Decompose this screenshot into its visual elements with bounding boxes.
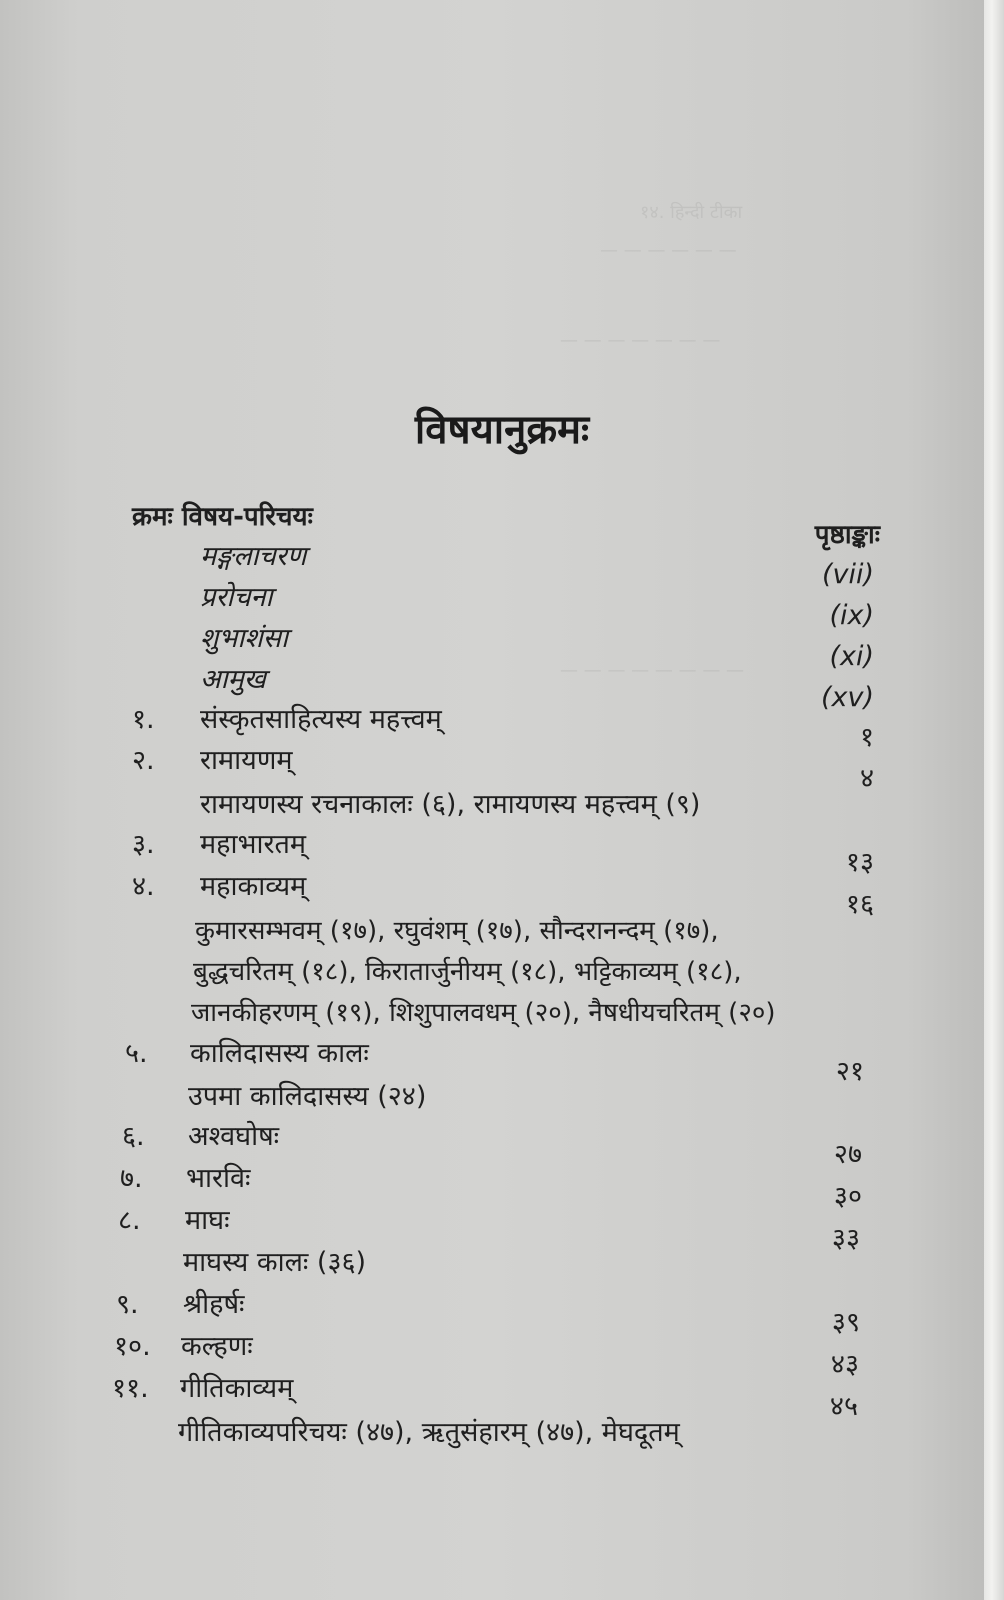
toc-entry-number: ८. — [118, 1205, 141, 1236]
toc-entry-page: १३ — [845, 847, 874, 878]
toc-entry-text: श्रीहर्षः — [183, 1289, 245, 1320]
toc-entry-text: प्ररोचना — [200, 582, 273, 613]
toc-entry-page: ४ — [859, 763, 874, 794]
toc-entry-page: ४५ — [829, 1391, 858, 1422]
toc-entry-number: ४. — [132, 871, 155, 902]
show-through-text: — — — — — — — — — [560, 660, 745, 681]
toc-sub-entry: उपमा कालिदासस्य (२४) — [188, 1081, 427, 1112]
toc-entry-page: ३० — [833, 1181, 862, 1212]
toc-entry-page: (ix) — [829, 600, 874, 631]
toc-sub-entry: बुद्धचरितम् (१८), किरातार्जुनीयम् (१८), भट्टिकाव्यम् (१८), — [193, 957, 742, 987]
toc-entry-number: ११. — [112, 1373, 149, 1404]
toc-entry-number: १. — [132, 704, 155, 735]
column-header-left: क्रमः विषय-परिचयः — [132, 502, 313, 532]
toc-entry-text: संस्कृतसाहित्यस्य महत्त्वम् — [200, 704, 442, 735]
toc-sub-entry: रामायणस्य रचनाकालः (६), रामायणस्य महत्त्वम् (९) — [200, 789, 701, 820]
toc-entry-page: २१ — [835, 1056, 864, 1087]
toc-entry-text: माघः — [185, 1205, 230, 1236]
toc-entry-text: मङ्गलाचरण — [200, 541, 307, 572]
toc-entry-page: १ — [859, 722, 874, 753]
toc-entry-number: २. — [132, 745, 155, 776]
toc-entry-number: ९. — [116, 1289, 139, 1320]
toc-entry-text: महाभारतम् — [200, 829, 307, 860]
show-through-text: — — — — — — — [600, 240, 737, 261]
toc-entry-number: ५. — [125, 1038, 148, 1069]
show-through-text: १४. हिन्दी टीका — [640, 202, 743, 223]
toc-entry-page: (xi) — [829, 641, 874, 672]
toc-sub-entry: माघस्य कालः (३६) — [183, 1247, 367, 1278]
show-through-text: — — — — — — — — [560, 330, 721, 351]
toc-entry-page: २७ — [833, 1139, 862, 1170]
toc-sub-entry: जानकीहरणम् (१९), शिशुपालवधम् (२०), नैषधीयचरितम् (२०) — [191, 998, 776, 1028]
toc-entry-text: आमुख — [200, 664, 266, 695]
toc-entry-number: ३. — [132, 829, 155, 860]
toc-entry-text: कालिदासस्य कालः — [190, 1038, 369, 1069]
toc-entry-number: ७. — [120, 1163, 143, 1194]
toc-sub-entry: गीतिकाव्यपरिचयः (४७), ऋतुसंहारम् (४७), मेघदूतम् — [178, 1417, 680, 1448]
toc-entry-text: गीतिकाव्यम् — [180, 1373, 294, 1404]
page-edge — [984, 0, 1004, 1600]
toc-entry-text: अश्वघोषः — [188, 1121, 280, 1152]
toc-entry-number: १०. — [114, 1331, 151, 1362]
toc-entry-text: कल्हणः — [181, 1331, 253, 1362]
column-header-right: पृष्ठाङ्काः — [814, 520, 880, 550]
toc-entry-text: शुभाशंसा — [200, 623, 288, 654]
toc-entry-page: १६ — [845, 889, 874, 920]
toc-entry-page: ३३ — [831, 1223, 860, 1254]
toc-entry-number: ६. — [122, 1121, 145, 1152]
toc-entry-text: रामायणम् — [200, 745, 293, 776]
toc-sub-entry: कुमारसम्भवम् (१७), रघुवंशम् (१७), सौन्दरानन्दम् (१७), — [195, 916, 719, 946]
toc-entry-page: (xv) — [820, 682, 874, 713]
toc-entry-page: ३९ — [831, 1307, 860, 1338]
toc-entry-page: (vii) — [821, 559, 874, 590]
toc-entry-text: भारविः — [186, 1163, 251, 1194]
toc-entry-page: ४३ — [830, 1349, 859, 1380]
toc-entry-text: महाकाव्यम् — [200, 871, 307, 902]
page-title: विषयानुक्रमः — [414, 407, 590, 453]
